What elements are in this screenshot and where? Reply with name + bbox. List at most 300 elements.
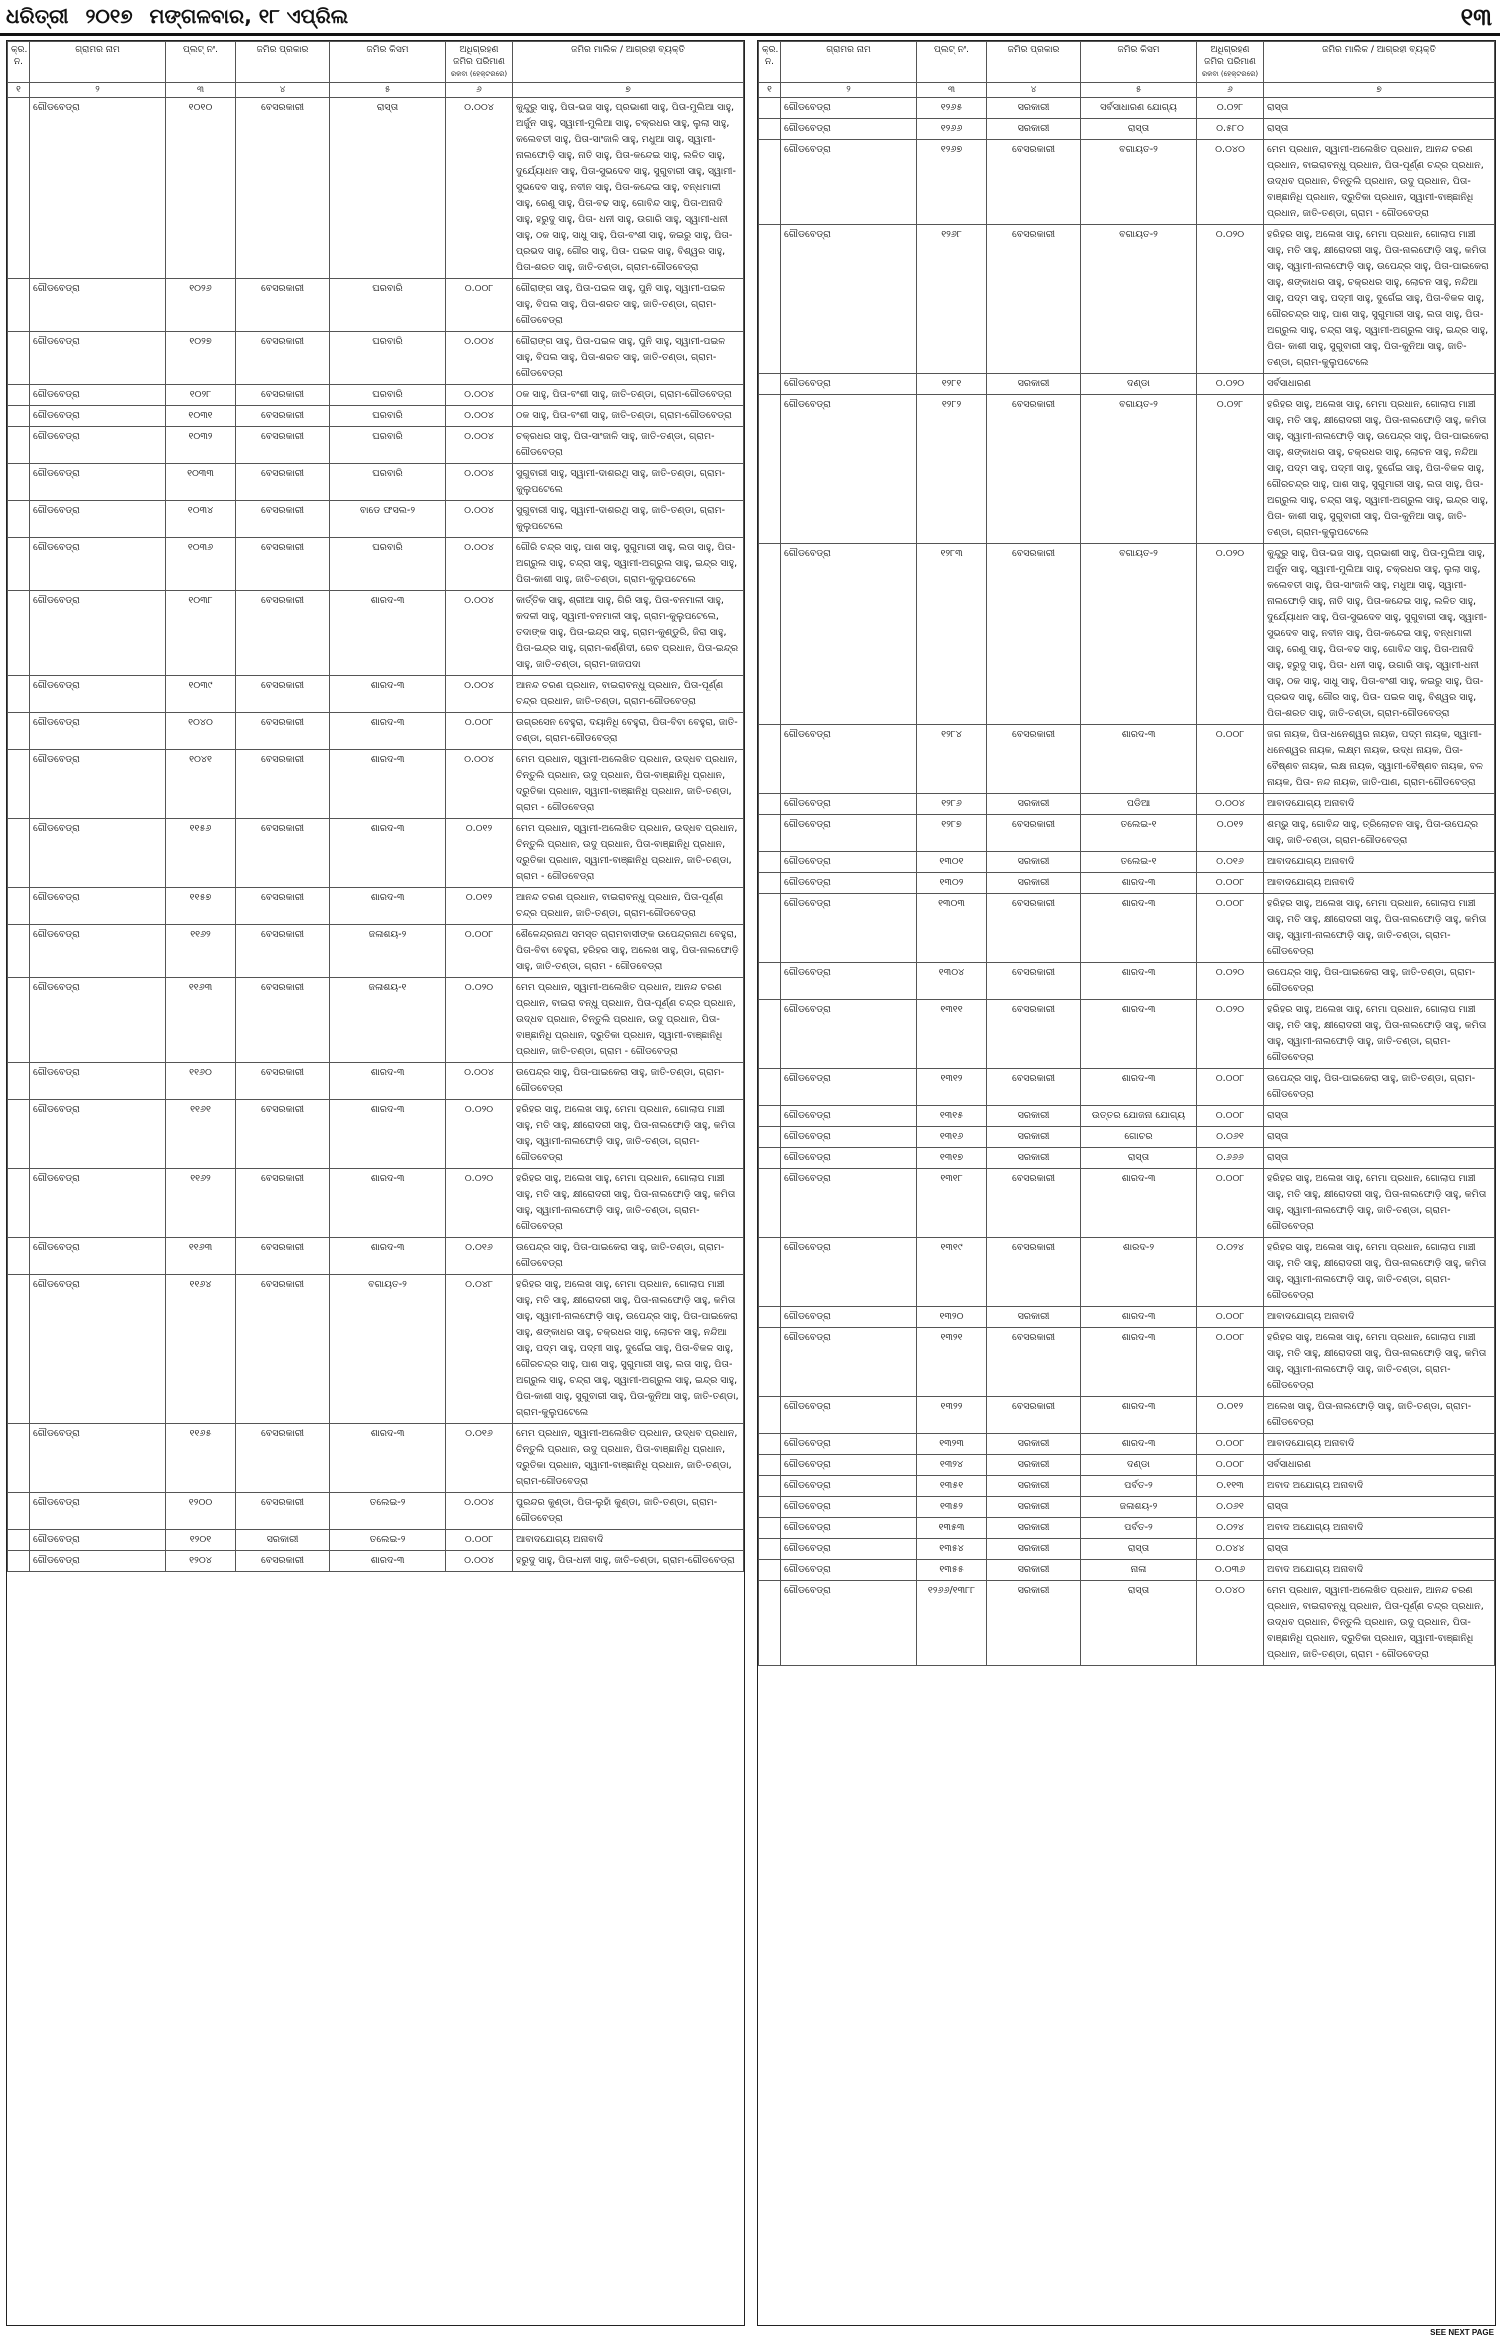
type-cell: ବେସରକାରୀ [236,1238,330,1275]
village-cell: ଗୌଡବେଡ୍ରା [781,852,917,873]
table-row [759,1106,1495,1127]
serial-cell [759,1148,781,1169]
owner-cell: ଆବାଦଯୋଗ୍ୟ ଅନାବାଦି [1264,1307,1495,1328]
village-cell: ଗୌଡବେଡ୍ରା [30,1169,166,1238]
owner-cell: ଆବାଦଯୋଗ୍ୟ ଅନାବାଦି [513,1530,744,1551]
owner-cell: ଉପେନ୍ଦ୍ର ସାହୁ, ପିତା-ପାଇକେରା ସାହୁ, ଜାତି-ତଣ୍ଡା, ଗ୍ରାମ-ଗୌଡବେଡ୍ରା [513,1063,744,1100]
serial-cell [759,1434,781,1455]
serial-cell [759,119,781,140]
owner-cell: ହରିହର ସାହୁ, ଅଲେଖ ସାହୁ, ମେମା ପ୍ରଧାନ, ଗୋଲାପ ମାଞ୍ଚୀ ସାହୁ, ମତି ସାହୁ, କ୍ଷୀରୋଦରୀ ସାହୁ, ପିତା-ନାଲଫୋଡ଼ି ସାହୁ, କମିତା ସାହୁ, ସ୍ୱାମୀ-ନାଲଫୋଡ଼ି ସାହୁ, ଉପେନ୍ଦ୍ର ସାହୁ, ପିତା-ପାଇକେରା ସାହୁ, ଶଙ୍କାଧର ସାହୁ, ଚକ୍ରଧର ସାହୁ, ଲୋଚନ ସାହୁ, ନନ୍ଦିଆ ସାହୁ, ପଦ୍ମ ସାହୁ, ପଦ୍ମୀ ସାହୁ, ଦୁର୍ଗେଇ ସାହୁ, ପିତା-ବିକଳ ସାହୁ, ଗୌରଚନ୍ଦ୍ର ସାହୁ, ପାଶ ସାହୁ, ସୁଗୁମାରୀ ସାହୁ, ଲତା ସାହୁ, ପିତା-ଅଗ୍ରୁଲ ସାହୁ, ଚନ୍ଦ୍ରା ସାହୁ, ସ୍ୱାମୀ-ଅଗ୍ରୁଲ ସାହୁ, ଇନ୍ଦ୍ର ସାହୁ, ପିତା-କାଶୀ ସାହୁ, ସୁଗୁବାରୀ ସାହୁ, ପିତା-କୁନିଆ ସାହୁ, ଜାତି-ତଣ୍ଡା, ଗ୍ରାମ-କୁଲୁପଟେଲେ [513,1275,744,1424]
column-header-label: ଅଧିଗ୍ରହଣ ଜମିର ପରିମାଣ [453,45,505,67]
area-cell: ୦.୦୨୪ [1197,1518,1264,1539]
type-cell: ବେସରକାରୀ [236,1169,330,1238]
village-cell: ଗୌଡବେଡ୍ରା [30,750,166,819]
village-cell: ଗୌଡବେଡ୍ରା [781,225,917,374]
serial-cell [8,464,30,501]
plot-cell: ୧୩୧୯ [917,1238,987,1307]
owner-cell: ଶୈଳେନ୍ଦ୍ରନାଥ ସମସ୍ତ ଗ୍ରାମବାସୀଙ୍କ ଉପେନ୍ଦ୍ରନାଥ ବେହୁରା, ପିତା-ବିବା ବେହୁରା, ହରିହର ସାହୁ, ଅଲେଖ ସାହୁ, ପିତା-ନାଲଫୋଡ଼ି ସାହୁ, ଜାତି-ତଣ୍ଡା, ଗ୍ରାମ - ଗୌଡବେଡ୍ରା [513,925,744,978]
owner-cell: ହରିହର ସାହୁ, ଅଲେଖ ସାହୁ, ମେମା ପ୍ରଧାନ, ଗୋଲାପ ମାଞ୍ଚୀ ସାହୁ, ମତି ସାହୁ, କ୍ଷୀରୋଦରୀ ସାହୁ, ପିତା-ନାଲଫୋଡ଼ି ସାହୁ, କମିତା ସାହୁ, ସ୍ୱାମୀ-ନାଲଫୋଡ଼ି ସାହୁ, ଉପେନ୍ଦ୍ର ସାହୁ, ପିତା-ପାଇକେରା ସାହୁ, ଶଙ୍କାଧର ସାହୁ, ଚକ୍ରଧର ସାହୁ, ଲୋଚନ ସାହୁ, ନନ୍ଦିଆ ସାହୁ, ପଦ୍ମ ସାହୁ, ପଦ୍ମୀ ସାହୁ, ଦୁର୍ଗେଇ ସାହୁ, ପିତା-ବିକଳ ସାହୁ, ଗୌରଚନ୍ଦ୍ର ସାହୁ, ପାଶ ସାହୁ, ସୁଗୁମାରୀ ସାହୁ, ଲତା ସାହୁ, ପିତା-ଅଗ୍ରୁଲ ସାହୁ, ଚନ୍ଦ୍ରା ସାହୁ, ସ୍ୱାମୀ-ଅଗ୍ରୁଲ ସାହୁ, ଇନ୍ଦ୍ର ସାହୁ, ପିତା- କାଶୀ ସାହୁ, ସୁଗୁବାରୀ ସାହୁ, ପିତା-କୁନିଆ ସାହୁ, ଜାତି-ତଣ୍ଡା, ଗ୍ରାମ-କୁଲୁପଟେଲେ [1264,395,1495,544]
table-row [759,1539,1495,1560]
serial-cell [759,1476,781,1497]
type-cell: ବେସରକାରୀ [987,894,1081,963]
table-row [759,1238,1495,1307]
kisam-cell: ବଗାୟତ-୨ [1081,395,1197,544]
table-row [759,119,1495,140]
type-cell: ବେସରକାରୀ [987,963,1081,1000]
village-cell: ଗୌଡବେଡ୍ରା [781,119,917,140]
table-row [759,1455,1495,1476]
serial-cell [8,591,30,676]
serial-cell [759,894,781,963]
column-header [446,42,513,83]
owner-cell: ଉପେନ୍ଦ୍ର ସାହୁ, ପିତା-ପାଇକେରା ସାହୁ, ଜାତି-ତଣ୍ଡା, ଗ୍ରାମ-ଗୌଡବେଡ୍ରା [1264,1069,1495,1106]
serial-cell [8,406,30,427]
area-cell: ୦.୫୮୦ [1197,119,1264,140]
owner-cell: ଅଲେଖ ସାହୁ, ପିତା-ନାଲଫୋଡ଼ି ସାହୁ, ଜାତି-ତଣ୍ଡା, ଗ୍ରାମ-ଗୌଡବେଡ୍ରା [1264,1397,1495,1434]
column-header-label: କ୍ର. ନ. [762,45,779,67]
owner-cell: ଗୌରି ଚନ୍ଦ୍ର ସାହୁ, ପାଶ ସାହୁ, ସୁଗୁମାରୀ ସାହୁ, ଲତା ସାହୁ, ପିତା-ଅଗ୍ରୁଲ ସାହୁ, ଚନ୍ଦ୍ରା ସାହୁ, ସ୍ୱାମୀ-ଅଗ୍ରୁଲ ସାହୁ, ଇନ୍ଦ୍ର ସାହୁ, ପିତା-କାଶୀ ସାହୁ, ଜାତି-ତଣ୍ଡା, ଗ୍ରାମ-କୁଲୁପଟେଲେ [513,538,744,591]
owner-cell: ଶମ୍ଭୁ ସାହୁ, ଗୋବିନ୍ଦ ସାହୁ, ତ୍ରିଲୋଚନ ସାହୁ, ପିତା-ଉପେନ୍ଦ୍ର ସାହୁ, ଜାତି-ତଣ୍ଡା, ଗ୍ରାମ-ଗୌଡବେଡ୍ରା [1264,815,1495,852]
kisam-cell: ଦଣ୍ଡା [1081,374,1197,395]
village-cell: ଗୌଡବେଡ୍ରା [781,140,917,225]
kisam-cell: ଶାରଦ-୩ [1081,873,1197,894]
serial-cell [759,1069,781,1106]
serial-cell [759,1328,781,1397]
kisam-cell: ଶାରଦ-୩ [330,1424,446,1493]
plot-cell: ୧୧୬୫ [166,1424,236,1493]
table-row [759,225,1495,374]
owner-cell: ସର୍ବସାଧାରଣ [1264,374,1495,395]
left-column [6,40,745,2326]
column-number: ୬ [1197,83,1264,98]
area-unit: ରକବା (ହେକ୍ଟରରେ) [1201,70,1259,78]
area-cell: ୦.୦୦୮ [1197,1106,1264,1127]
area-cell: ୦.୦୦୮ [446,925,513,978]
area-cell: ୦.୦୧୨ [1197,1397,1264,1434]
owner-cell: ସର୍ବସାଧାରଣ [1264,1455,1495,1476]
village-cell: ଗୌଡବେଡ୍ରା [30,1551,166,1572]
plot-cell: ୧୧୫୬ [166,819,236,888]
village-cell: ଗୌଡବେଡ୍ରା [30,713,166,750]
table-row [759,794,1495,815]
village-cell: ଗୌଡବେଡ୍ରା [30,819,166,888]
owner-cell: ରାସ୍ତା [1264,1497,1495,1518]
type-cell: ବେସରକାରୀ [236,676,330,713]
village-cell: ଗୌଡବେଡ୍ରା [30,925,166,978]
owner-cell: ରାସ୍ତା [1264,119,1495,140]
plot-cell: ୧୩୦୧ [917,852,987,873]
column-header [987,42,1081,83]
column-header [330,42,446,83]
plot-cell: ୧୩୨୨ [917,1397,987,1434]
type-cell: ସରକାରୀ [987,1518,1081,1539]
table-row [8,978,744,1063]
area-cell: ୦.୦୦୪ [446,1063,513,1100]
table-row [759,1560,1495,1581]
owner-cell: ମେମ ପ୍ରଧାନ, ସ୍ୱାମୀ-ଅଲେଖିତ ପ୍ରଧାନ, ଆନନ୍ଦ ଚରଣ ପ୍ରଧାନ, ବାଇରାବନ୍ଧୁ ପ୍ରଧାନ, ପିତା-ପୂର୍ଣ୍ଣ ଚନ୍ଦ୍ର ପ୍ରଧାନ, ଉଦ୍ଧବ ପ୍ରଧାନ, ଚିନ୍ତୁଲି ପ୍ରଧାନ, ଉଦୁ ପ୍ରଧାନ, ପିତା-ବାଞ୍ଛାନିଧି ପ୍ରଧାନ, ଦ୍ରୁତିକା ପ୍ରଧାନ, ସ୍ୱାମୀ-ବାଞ୍ଛାନିଧି ପ୍ରଧାନ, ଜାତି-ତଣ୍ଡା, ଗ୍ରାମ - ଗୌଡବେଡ୍ରା [1264,140,1495,225]
serial-cell [759,815,781,852]
owner-cell: ଆନନ୍ଦ ଚରଣ ପ୍ରଧାନ, ବାଇରାବନ୍ଧୁ ପ୍ରଧାନ, ପିତା-ପୂର୍ଣ୍ଣ ଚନ୍ଦ୍ର ପ୍ରଧାନ, ଜାତି-ତଣ୍ଡା, ଗ୍ରାମ-ଗୌଡବେଡ୍ରା [513,888,744,925]
kisam-cell: ତଲେଇ-୧ [1081,815,1197,852]
area-cell: ୦.୦୦୪ [446,501,513,538]
area-cell: ୦.୦୦୪ [446,1493,513,1530]
village-cell: ଗୌଡବେଡ୍ରା [30,98,166,279]
owner-cell: ପୁରନ୍ଦର କୁଣ୍ଡା, ପିତା-ଲୁହାଁ କୁଣ୍ଡା, ଜାତି-ତଣ୍ଡା, ଗ୍ରାମ-ଗୌଡବେଡ୍ରା [513,1493,744,1530]
plot-cell: ୧୨୦୪ [166,1551,236,1572]
type-cell: ବେସରକାରୀ [236,1063,330,1100]
column-number: ୧ [8,83,30,98]
area-cell: ୦.୦୪୪ [1197,1539,1264,1560]
village-cell: ଗୌଡବେଡ୍ରା [30,591,166,676]
plot-cell: ୧୨୦୧ [166,1530,236,1551]
owner-cell: ଗୌରାଙ୍ଗ ସାହୁ, ପିତା-ପଇଳ ସାହୁ, ପୁନି ସାହୁ, ସ୍ୱାମୀ-ପଇଳ ସାହୁ, ବିପଲ ସାହୁ, ପିତା-ଶରତ ସାହୁ, ଜାତି-ତଣ୍ଡା, ଗ୍ରାମ-ଗୌଡବେଡ୍ରା [513,332,744,385]
village-cell: ଗୌଡବେଡ୍ରା [30,1238,166,1275]
column-number: ୨ [781,83,917,98]
column-header [166,42,236,83]
kisam-cell: ନାଳା [1081,1560,1197,1581]
serial-cell [8,1238,30,1275]
plot-cell: ୧୨୬୬ [917,119,987,140]
column-header [759,42,781,83]
serial-cell [8,1424,30,1493]
column-header-label: ପ୍ଲଟ୍ ନଂ. [182,45,219,55]
plot-cell: ୧୦୩୨ [166,427,236,464]
kisam-cell: ବଗାୟତ-୨ [330,1275,446,1424]
serial-cell [8,1169,30,1238]
kisam-cell: ଶାରଦ-୩ [330,819,446,888]
plot-cell: ୧୩୧୬ [917,1127,987,1148]
table-row [8,591,744,676]
village-cell: ଗୌଡବେଡ୍ରା [30,427,166,464]
land-table-left [7,41,744,1572]
type-cell: ବେସରକାରୀ [236,1100,330,1169]
type-cell: ସରକାରୀ [987,873,1081,894]
owner-cell: ଅବାଦ ଅଯୋଗ୍ୟ ଅନାବାଦି [1264,1560,1495,1581]
kisam-cell: ଘରବାରି [330,538,446,591]
area-cell: ୦.୦୨୪ [1197,1238,1264,1307]
column-number: ୧ [759,83,781,98]
owner-cell: ହରିହର ସାହୁ, ଅଲେଖ ସାହୁ, ମେମା ପ୍ରଧାନ, ଗୋଲାପ ମାଞ୍ଚୀ ସାହୁ, ମତି ସାହୁ, କ୍ଷୀରୋଦରୀ ସାହୁ, ପିତା-ନାଲଫୋଡ଼ି ସାହୁ, କମିତା ସାହୁ, ସ୍ୱାମୀ-ନାଲଫୋଡ଼ି ସାହୁ, ଜାତି-ତଣ୍ଡା, ଗ୍ରାମ-ଗୌଡବେଡ୍ରା [1264,894,1495,963]
village-cell: ଗୌଡବେଡ୍ରା [30,279,166,332]
serial-cell [8,978,30,1063]
type-cell: ସରକାରୀ [987,1148,1081,1169]
serial-cell [8,1063,30,1100]
column-header-label: କ୍ର. ନ. [11,45,28,67]
area-cell: ୦.୦୦୪ [446,385,513,406]
see-next-page: SEE NEXT PAGE [1430,2328,1494,2337]
type-cell: ବେସରକାରୀ [236,978,330,1063]
type-cell: ସରକାରୀ [987,119,1081,140]
village-cell: ଗୌଡବେଡ୍ରା [781,963,917,1000]
type-cell: ବେସରକାରୀ [987,1397,1081,1434]
column-header-label: ଅଧିଗ୍ରହଣ ଜମିର ପରିମାଣ [1204,45,1256,67]
table-row [8,1100,744,1169]
serial-cell [8,1493,30,1530]
serial-cell [8,98,30,279]
village-cell: ଗୌଡବେଡ୍ରା [781,894,917,963]
village-cell: ଗୌଡବେଡ୍ରା [781,1328,917,1397]
serial-cell [8,427,30,464]
serial-cell [8,279,30,332]
plot-cell: ୧୧୬୩ [166,1238,236,1275]
plot-cell: ୧୩୧୨ [917,1069,987,1106]
plot-cell: ୧୦୧୦ [166,98,236,279]
area-cell: ୦.୦୦୮ [1197,1455,1264,1476]
newspaper-name: ଧରିତ୍ରୀ [6,4,69,28]
plot-cell: ୧୧୬୩ [166,978,236,1063]
area-cell: ୦.୦୧୨ [446,819,513,888]
kisam-cell: ତଲେଇ-୧ [1081,852,1197,873]
serial-cell [8,538,30,591]
village-cell: ଗୌଡବେଡ୍ରା [781,1106,917,1127]
village-cell: ଗୌଡବେଡ୍ରା [30,406,166,427]
area-cell: ୦.୦୨୦ [1197,374,1264,395]
kisam-cell: ଶାରଦ-୩ [330,750,446,819]
type-cell: ବେସରକାରୀ [236,98,330,279]
table-row [8,819,744,888]
type-cell: ସରକାରୀ [987,1127,1081,1148]
owner-cell: ଆବାଦଯୋଗ୍ୟ ଅନାବାଦି [1264,1434,1495,1455]
plot-cell: ୧୨୮୭ [917,815,987,852]
column-header-label: ଗ୍ରାମର ନାମ [75,45,120,55]
village-cell: ଗୌଡବେଡ୍ରା [781,725,917,794]
kisam-cell: ଘରବାରି [330,385,446,406]
kisam-cell: ଶାରଦ-୩ [330,713,446,750]
kisam-cell: ଶାରଦ-୩ [330,1063,446,1100]
serial-cell [759,544,781,725]
area-cell: ୦.୦୧୬ [446,1424,513,1493]
area-cell: ୦.୦୦୮ [1197,725,1264,794]
type-cell: ବେସରକାରୀ [236,332,330,385]
plot-cell: ୧୨୬୮ [917,225,987,374]
kisam-cell: ଘରବାରି [330,464,446,501]
village-cell: ଗୌଡବେଡ୍ରା [30,1530,166,1551]
type-cell: ବେସରକାରୀ [236,406,330,427]
table-row [759,1169,1495,1238]
table-row [8,1493,744,1530]
plot-cell: ୧୨୮୨ [917,395,987,544]
village-cell: ଗୌଡବେଡ୍ରା [781,1148,917,1169]
column-header [236,42,330,83]
owner-cell: କାର୍ତ୍ତିକ ସାହୁ, ଶ୍ରୀଆ ସାହୁ, ଗିରି ସାହୁ, ପିତା-ବନମାଳୀ ସାହୁ, କଦଳୀ ସାହୁ, ସ୍ୱାମୀ-ବନମାଳୀ ସାହୁ, ଗ୍ରାମ-କୁଲୁପଟେଲେ, ତଦାଙ୍କ ସାହୁ, ପିତା-ଇନ୍ଦ୍ର ସାହୁ, ଗ୍ରାମ-କୁଣ୍ଡୁରି, ଜିରା ସାହୁ, ପିତା-ଇନ୍ଦ୍ର ସାହୁ, ଗ୍ରାମ-କର୍ଣ୍ଣିଦୀ, ରେବ ପ୍ରଧାନ, ପିତା-ଇନ୍ଦ୍ର ସାହୁ, ଜାତି-ତଣ୍ଡା, ଗ୍ରାମ-ଜାଜପଦା [513,591,744,676]
serial-cell [759,1581,781,1666]
type-cell: ବେସରକାରୀ [236,750,330,819]
area-cell: ୦.୦୦୪ [446,464,513,501]
kisam-cell: ଶାରଦ-୩ [1081,1397,1197,1434]
kisam-cell: ସର୍ବସାଧାରଣ ଯୋଗ୍ୟ [1081,98,1197,119]
village-cell: ଗୌଡବେଡ୍ରା [781,1127,917,1148]
type-cell: ସରକାରୀ [987,1455,1081,1476]
column-number: ୩ [917,83,987,98]
table-row [8,1424,744,1493]
plot-cell: ୧୦୩୯ [166,676,236,713]
serial-cell [8,750,30,819]
owner-cell: ରାସ୍ତା [1264,1148,1495,1169]
right-column [757,40,1496,2326]
area-cell: ୦.୦୦୪ [446,427,513,464]
table-row [759,1127,1495,1148]
village-cell: ଗୌଡବେଡ୍ରା [781,1560,917,1581]
kisam-cell: ଗୋଚର [1081,1127,1197,1148]
type-cell: ବେସରକାରୀ [987,815,1081,852]
village-cell: ଗୌଡବେଡ୍ରା [781,1518,917,1539]
column-header [513,42,744,83]
serial-cell [8,925,30,978]
kisam-cell: ଘରବାରି [330,406,446,427]
serial-cell [759,98,781,119]
owner-cell: ହରିହର ସାହୁ, ଅଲେଖ ସାହୁ, ମେମା ପ୍ରଧାନ, ଗୋଲାପ ମାଞ୍ଚୀ ସାହୁ, ମତି ସାହୁ, କ୍ଷୀରୋଦରୀ ସାହୁ, ପିତା-ନାଲଫୋଡ଼ି ସାହୁ, କମିତା ସାହୁ, ସ୍ୱାମୀ-ନାଲଫୋଡ଼ି ସାହୁ, ଜାତି-ତଣ୍ଡା, ଗ୍ରାମ-ଗୌଡବେଡ୍ରା [1264,1000,1495,1069]
owner-cell: ଠକ ସାହୁ, ପିତା-ବଂଶୀ ସାହୁ, ଜାତି-ତଣ୍ଡା, ଗ୍ରାମ-ଗୌଡବେଡ୍ରା [513,406,744,427]
plot-cell: ୧୩୨୩ [917,1434,987,1455]
table-row [8,538,744,591]
owner-cell: ଅବାଦ ଅଯୋଗ୍ୟ ଅନାବାଦି [1264,1518,1495,1539]
kisam-cell: ପର୍ବତ-୨ [1081,1476,1197,1497]
area-cell: ୦.୦୦୮ [1197,1307,1264,1328]
village-cell: ଗୌଡବେଡ୍ରା [781,544,917,725]
serial-cell [759,1497,781,1518]
serial-cell [759,395,781,544]
table-row [759,725,1495,794]
date: ମଙ୍ଗଳବାର, ୧୮ ଏପ୍ରିଲ [149,4,349,28]
plot-cell: ୧୧୫୭ [166,888,236,925]
owner-cell: ଉପେନ୍ଦ୍ର ସାହୁ, ପିତା-ପାଇକେରା ସାହୁ, ଜାତି-ତଣ୍ଡା, ଗ୍ରାମ-ଗୌଡବେଡ୍ରା [1264,963,1495,1000]
plot-cell: ୧୦୨୬ [166,279,236,332]
serial-cell [8,332,30,385]
table-row [759,963,1495,1000]
area-cell: ୦.୦୦୪ [446,332,513,385]
serial-cell [759,1000,781,1069]
plot-cell: ୧୩୦୩ [917,894,987,963]
owner-cell: ହରିହର ସାହୁ, ଅଲେଖ ସାହୁ, ମେମା ପ୍ରଧାନ, ଗୋଲାପ ମାଞ୍ଚୀ ସାହୁ, ମତି ସାହୁ, କ୍ଷୀରୋଦରୀ ସାହୁ, ପିତା-ନାଲଫୋଡ଼ି ସାହୁ, କମିତା ସାହୁ, ସ୍ୱାମୀ-ନାଲଫୋଡ଼ି ସାହୁ, ଜାତି-ତଣ୍ଡା, ଗ୍ରାମ-ଗୌଡବେଡ୍ରା [1264,1238,1495,1307]
column-header-label: ପ୍ଲଟ୍ ନଂ. [933,45,970,55]
serial-cell [8,676,30,713]
area-cell: ୦.୦୦୪ [446,406,513,427]
village-cell: ଗୌଡବେଡ୍ରା [781,1000,917,1069]
area-cell: ୦.୦୦୪ [446,1551,513,1572]
column-header-label: ଜମିର ପ୍ରକାର [256,45,309,55]
year: ୨୦୧୭ [85,4,133,28]
area-cell: ୦.୦୨୦ [446,1100,513,1169]
kisam-cell: ବଗାୟତ-୨ [1081,544,1197,725]
area-cell: ୦.୦୦୮ [1197,1328,1264,1397]
area-cell: ୦.୬୬୬ [1197,1148,1264,1169]
area-cell: ୦.୦୨୦ [1197,225,1264,374]
plot-cell: ୧୩୨୧ [917,1328,987,1397]
village-cell: ଗୌଡବେଡ୍ରା [30,1100,166,1169]
owner-cell: ମେମ ପ୍ରଧାନ, ସ୍ୱାମୀ-ଅଲେଖିତ ପ୍ରଧାନ, ଆନନ୍ଦ ଚରଣ ପ୍ରଧାନ, ବାଇରା ବନ୍ଧୁ ପ୍ରଧାନ, ପିତା-ପୂର୍ଣ୍ଣ ଚନ୍ଦ୍ର ପ୍ରଧାନ, ଉଦ୍ଧବ ପ୍ରଧାନ, ଚିନ୍ତୁଲି ପ୍ରଧାନ, ଉଦୁ ପ୍ରଧାନ, ପିତା-ବାଞ୍ଛାନିଧି ପ୍ରଧାନ, ଦ୍ରୁତିକା ପ୍ରଧାନ, ସ୍ୱାମୀ-ବାଞ୍ଛାନିଧି ପ୍ରଧାନ, ଜାତି-ତଣ୍ଡା, ଗ୍ରାମ - ଗୌଡବେଡ୍ରା [513,978,744,1063]
owner-cell: ହରିହର ସାହୁ, ଅଲେଖ ସାହୁ, ମେମା ପ୍ରଧାନ, ଗୋଲାପ ମାଞ୍ଚୀ ସାହୁ, ମତି ସାହୁ, କ୍ଷୀରୋଦରୀ ସାହୁ, ପିତା-ନାଲଫୋଡ଼ି ସାହୁ, କମିତା ସାହୁ, ସ୍ୱାମୀ-ନାଲଫୋଡ଼ି ସାହୁ, ଜାତି-ତଣ୍ଡା, ଗ୍ରାମ-ଗୌଡବେଡ୍ରା [1264,1169,1495,1238]
type-cell: ବେସରକାରୀ [236,888,330,925]
plot-cell: ୧୧୬୨ [166,1169,236,1238]
owner-cell: ଆନନ୍ଦ ଚରଣ ପ୍ରଧାନ, ବାଇରାବନ୍ଧୁ ପ୍ରଧାନ, ପିତା-ପୂର୍ଣ୍ଣ ଚନ୍ଦ୍ର ପ୍ରଧାନ, ଜାତି-ତଣ୍ଡା, ଗ୍ରାମ-ଗୌଡବେଡ୍ରା [513,676,744,713]
kisam-cell: ଶାରଦ-୩ [1081,1069,1197,1106]
kisam-cell: ଘରବାରି [330,332,446,385]
table-row [759,1497,1495,1518]
kisam-cell: ବଗାୟତ-୨ [1081,225,1197,374]
table-row [759,1148,1495,1169]
village-cell: ଗୌଡବେଡ୍ରା [781,395,917,544]
owner-cell: ରାସ୍ତା [1264,98,1495,119]
kisam-cell: ବଗାୟତ-୨ [1081,140,1197,225]
serial-cell [759,794,781,815]
owner-cell: ଆବାଦଯୋଗ୍ୟ ଅନାବାଦି [1264,873,1495,894]
owner-cell: ହରିହର ସାହୁ, ଅଲେଖ ସାହୁ, ମେମା ପ୍ରଧାନ, ଗୋଲାପ ମାଞ୍ଚୀ ସାହୁ, ମତି ସାହୁ, କ୍ଷୀରୋଦରୀ ସାହୁ, ପିତା-ନାଲଫୋଡ଼ି ସାହୁ, କମିତା ସାହୁ, ସ୍ୱାମୀ-ନାଲଫୋଡ଼ି ସାହୁ, ଉପେନ୍ଦ୍ର ସାହୁ, ପିତା-ପାଇକେରା ସାହୁ, ଶଙ୍କାଧର ସାହୁ, ଚକ୍ରଧର ସାହୁ, ଲୋଚନ ସାହୁ, ନନ୍ଦିଆ ସାହୁ, ପଦ୍ମ ସାହୁ, ପଦ୍ମୀ ସାହୁ, ଦୁର୍ଗେଇ ସାହୁ, ପିତା-ବିକଳ ସାହୁ, ଗୌରଚନ୍ଦ୍ର ସାହୁ, ପାଶ ସାହୁ, ସୁଗୁମାରୀ ସାହୁ, ଲତା ସାହୁ, ପିତା-ଅଗ୍ରୁଲ ସାହୁ, ଚନ୍ଦ୍ରା ସାହୁ, ସ୍ୱାମୀ-ଅଗ୍ରୁଲ ସାହୁ, ଇନ୍ଦ୍ର ସାହୁ, ପିତା- କାଶୀ ସାହୁ, ସୁଗୁବାରୀ ସାହୁ, ପିତା-କୁନିଆ ସାହୁ, ଜାତି-ତଣ୍ଡା, ଗ୍ରାମ-କୁଲୁପଟେଲେ [1264,225,1495,374]
table-row [8,98,744,279]
serial-cell [8,1551,30,1572]
plot-cell: ୧୨୮୧ [917,374,987,395]
column-header [1264,42,1495,83]
type-cell: ବେସରକାରୀ [987,725,1081,794]
plot-cell: ୧୦୩୪ [166,501,236,538]
area-cell: ୦.୦୨୦ [446,1169,513,1238]
type-cell: ସରକାରୀ [987,1307,1081,1328]
kisam-cell: ଶାରଦ-୩ [1081,1307,1197,1328]
type-cell: ବେସରକାରୀ [987,1238,1081,1307]
area-cell: ୦.୦୦୪ [446,676,513,713]
column-number-row [8,83,744,98]
column-header [1081,42,1197,83]
masthead [0,0,1500,36]
area-cell: ୦.୦୦୪ [446,750,513,819]
plot-cell: ୧୦୩୬ [166,538,236,591]
serial-cell [759,725,781,794]
table-row [8,464,744,501]
table-row [759,894,1495,963]
column-header-label: ଜମିର କିସମ [366,45,409,55]
type-cell: ବେସରକାରୀ [987,395,1081,544]
column-number-row [759,83,1495,98]
village-cell: ଗୌଡବେଡ୍ରା [781,1539,917,1560]
kisam-cell: ଶାରଦ-୩ [1081,1328,1197,1397]
serial-cell [8,1530,30,1551]
village-cell: ଗୌଡବେଡ୍ରା [30,888,166,925]
column-number: ୬ [446,83,513,98]
plot-cell: ୧୩୦୪ [917,963,987,1000]
owner-cell: ହରିହର ସାହୁ, ଅଲେଖ ସାହୁ, ମେମା ପ୍ରଧାନ, ଗୋଲାପ ମାଞ୍ଚୀ ସାହୁ, ମତି ସାହୁ, କ୍ଷୀରୋଦରୀ ସାହୁ, ପିତା-ନାଲଫୋଡ଼ି ସାହୁ, କମିତା ସାହୁ, ସ୍ୱାମୀ-ନାଲଫୋଡ଼ି ସାହୁ, ଜାତି-ତଣ୍ଡା, ଗ୍ରାମ-ଗୌଡବେଡ୍ରା [513,1169,744,1238]
table-row [759,1581,1495,1666]
kisam-cell: ଶାରଦ-୨ [1081,1238,1197,1307]
area-cell: ୦.୦୪୮ [446,1275,513,1424]
serial-cell [759,1518,781,1539]
village-cell: ଗୌଡବେଡ୍ରା [30,1275,166,1424]
table-row [8,750,744,819]
table-row [8,279,744,332]
table-row [759,1476,1495,1497]
serial-cell [759,1397,781,1434]
table-row [759,140,1495,225]
column-header-label: ଜମିର ମାଲିକ / ଆଗ୍ରହୀ ବ୍ୟକ୍ତି [1322,45,1436,55]
table-row [759,852,1495,873]
table-row [759,1434,1495,1455]
table-row [8,1530,744,1551]
column-number: ୨ [30,83,166,98]
kisam-cell: ଶାରଦ-୩ [330,1551,446,1572]
area-cell: ୦.୦୦୮ [1197,873,1264,894]
type-cell: ସରକାରୀ [987,794,1081,815]
plot-cell: ୧୨୦୦ [166,1493,236,1530]
plot-cell: ୧୩୨୪ [917,1455,987,1476]
village-cell: ଗୌଡବେଡ୍ରା [30,1493,166,1530]
type-cell: ବେସରକାରୀ [236,713,330,750]
kisam-cell: ଘରବାରି [330,279,446,332]
owner-cell: ଆବାଦଯୋଗ୍ୟ ଅନାବାଦି [1264,852,1495,873]
table-row [8,501,744,538]
serial-cell [8,1100,30,1169]
area-cell: ୦.୦୦୪ [446,538,513,591]
serial-cell [759,1238,781,1307]
type-cell: ସରକାରୀ [987,1434,1081,1455]
table-row [759,374,1495,395]
